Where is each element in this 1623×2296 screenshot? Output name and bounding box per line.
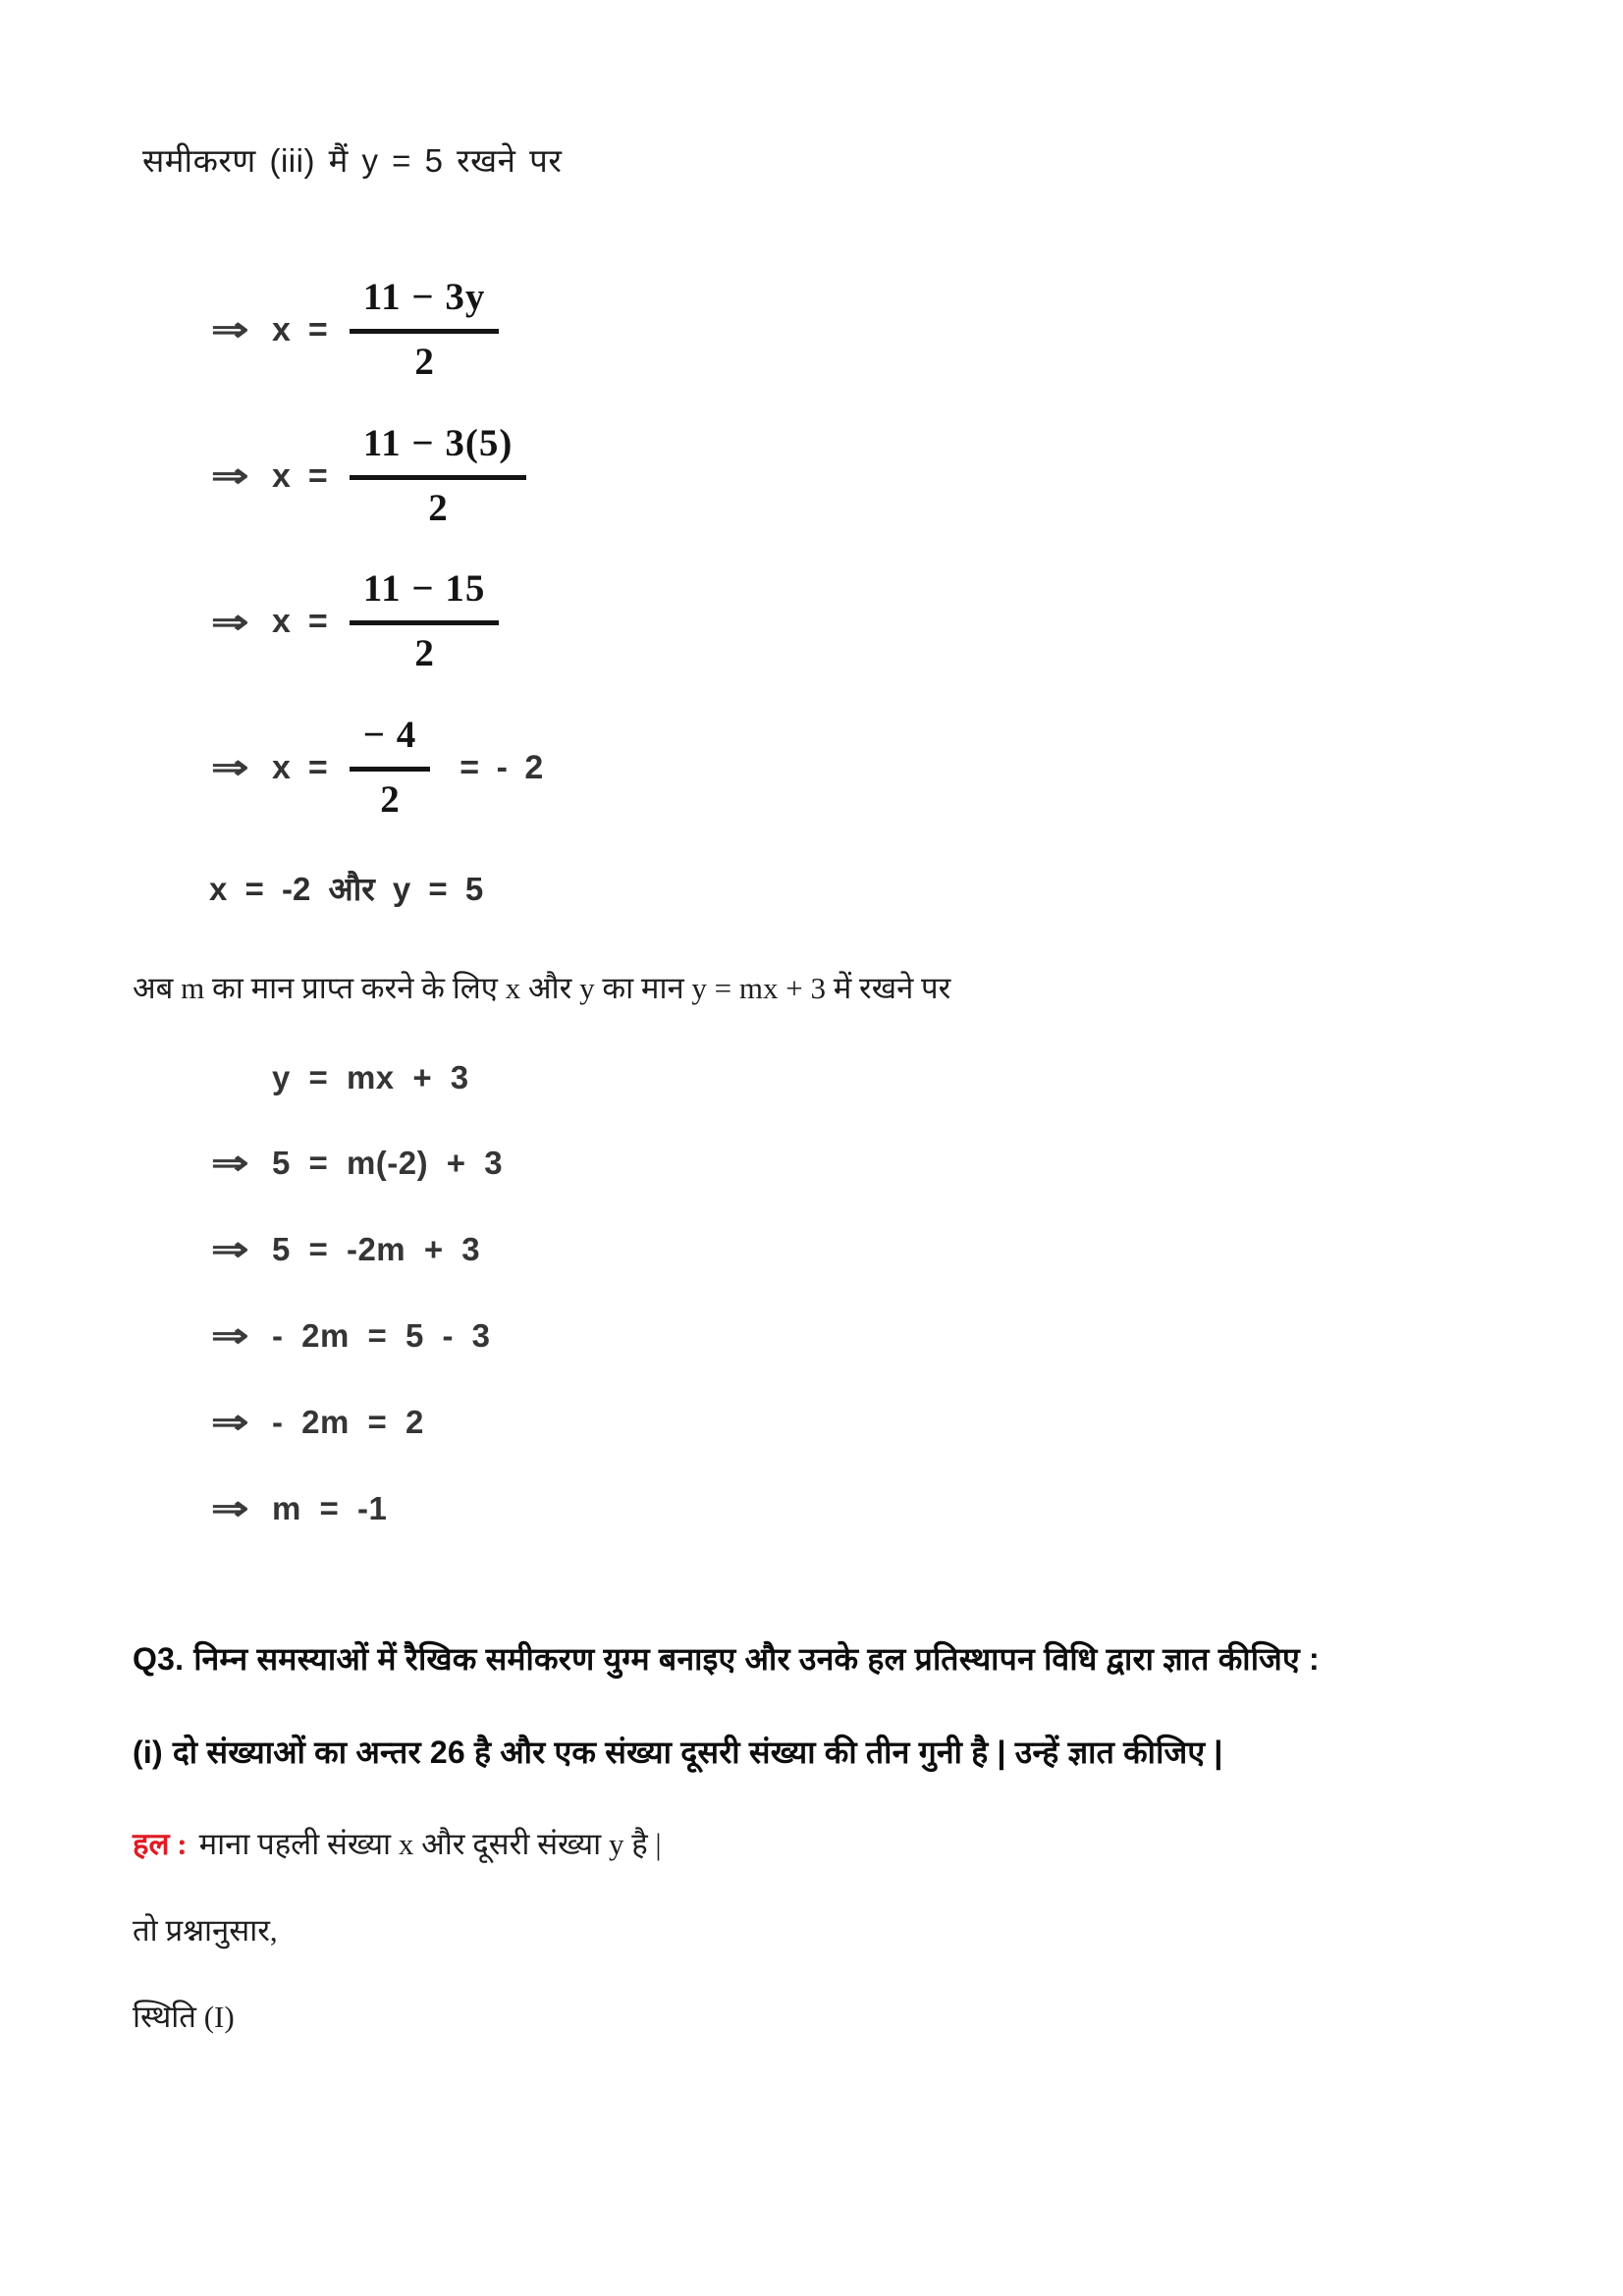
equation-step-fraction — [211, 714, 1495, 823]
equals-sign: = — [307, 603, 328, 641]
equation-text: 5 = m(-2) + 3 — [272, 1144, 504, 1181]
substitution-paragraph: अब m का मान प्राप्त करने के लिए x और y का मान y = mx + 3 में रखने पर — [133, 970, 951, 1005]
implies-arrow-icon: ⇒ — [211, 1316, 249, 1355]
equals-sign: = — [307, 310, 328, 348]
fraction-numerator: 11 − 3y — [350, 276, 500, 334]
equation-line — [211, 1316, 1495, 1356]
implies-arrow-icon: ⇒ — [211, 749, 249, 787]
equals-sign: = — [307, 456, 328, 495]
implies-arrow-icon: ⇒ — [211, 457, 249, 496]
subquestion-i-text: दो संख्याओं का अन्तर 26 है और एक संख्या दूसरी संख्या की तीन गुनी है | उन्हें ज्ञात कीजिए | — [172, 1734, 1223, 1770]
solution-label: हल : — [133, 1827, 188, 1862]
implies-arrow-icon: ⇒ — [211, 1230, 249, 1268]
equals-sign: = — [307, 748, 328, 786]
question-3-label: Q3. — [133, 1640, 185, 1677]
equation-text: - 2m = 2 — [272, 1403, 424, 1440]
equation-lhs: x — [272, 603, 291, 641]
subquestion-i-label: (i) — [133, 1734, 163, 1770]
implies-arrow-icon: ⇒ — [211, 1403, 249, 1441]
equation-line — [211, 1489, 1495, 1528]
intro-line: समीकरण (iii) मैं y = 5 रखने पर — [142, 142, 563, 179]
case-line: स्थिति (I) — [133, 2000, 235, 2035]
equation-line — [211, 1059, 1495, 1096]
solution-text: माना पहली संख्या x और दूसरी संख्या y है | — [198, 1827, 662, 1862]
implies-arrow-icon: ⇒ — [211, 603, 249, 641]
xy-result-line: x = -2 और y = 5 — [209, 870, 484, 907]
question-3-text: निम्न समस्याओं में रैखिक समीकरण युग्म बनाइए और उनके हल प्रतिस्थापन विधि द्वारा ज्ञात कीजिए : — [193, 1640, 1320, 1677]
implies-arrow-icon: ⇒ — [211, 311, 249, 349]
question-3-paragraph — [133, 1634, 1495, 1684]
fraction-denominator: 2 — [380, 777, 400, 821]
fraction — [350, 567, 500, 676]
followup-line: तो प्रश्नानुसार, — [133, 1913, 278, 1949]
implies-arrow-icon: ⇒ — [211, 1489, 249, 1527]
fraction-numerator: 11 − 3(5) — [350, 422, 527, 480]
fraction — [350, 276, 500, 385]
equation-step-fraction — [211, 276, 1495, 385]
equation-text: - 2m = 5 - 3 — [272, 1316, 491, 1354]
fraction-numerator: 11 − 15 — [350, 567, 500, 625]
equation-text: 5 = -2m + 3 — [272, 1230, 481, 1267]
equation-step-fraction — [211, 422, 1495, 531]
implies-arrow-icon: ⇒ — [211, 1144, 249, 1182]
fraction-result-suffix: = - 2 — [460, 748, 544, 786]
equation-line — [211, 1230, 1495, 1269]
solution-line — [133, 1823, 1495, 1864]
fraction-denominator: 2 — [428, 486, 448, 529]
equation-lhs: x — [272, 748, 291, 786]
equation-lhs: x — [272, 456, 291, 495]
fraction-numerator: − 4 — [350, 714, 430, 772]
fraction — [350, 714, 430, 823]
fraction-denominator: 2 — [414, 632, 434, 675]
equation-step-fraction — [211, 567, 1495, 676]
subquestion-i-paragraph — [133, 1728, 1495, 1778]
fraction — [350, 422, 527, 531]
equation-text: m = -1 — [272, 1489, 388, 1526]
fraction-denominator: 2 — [414, 340, 434, 383]
equation-line — [211, 1144, 1495, 1183]
equation-line — [211, 1403, 1495, 1442]
equation-lhs: x — [272, 310, 291, 348]
equation-text: y = mx + 3 — [272, 1058, 469, 1095]
